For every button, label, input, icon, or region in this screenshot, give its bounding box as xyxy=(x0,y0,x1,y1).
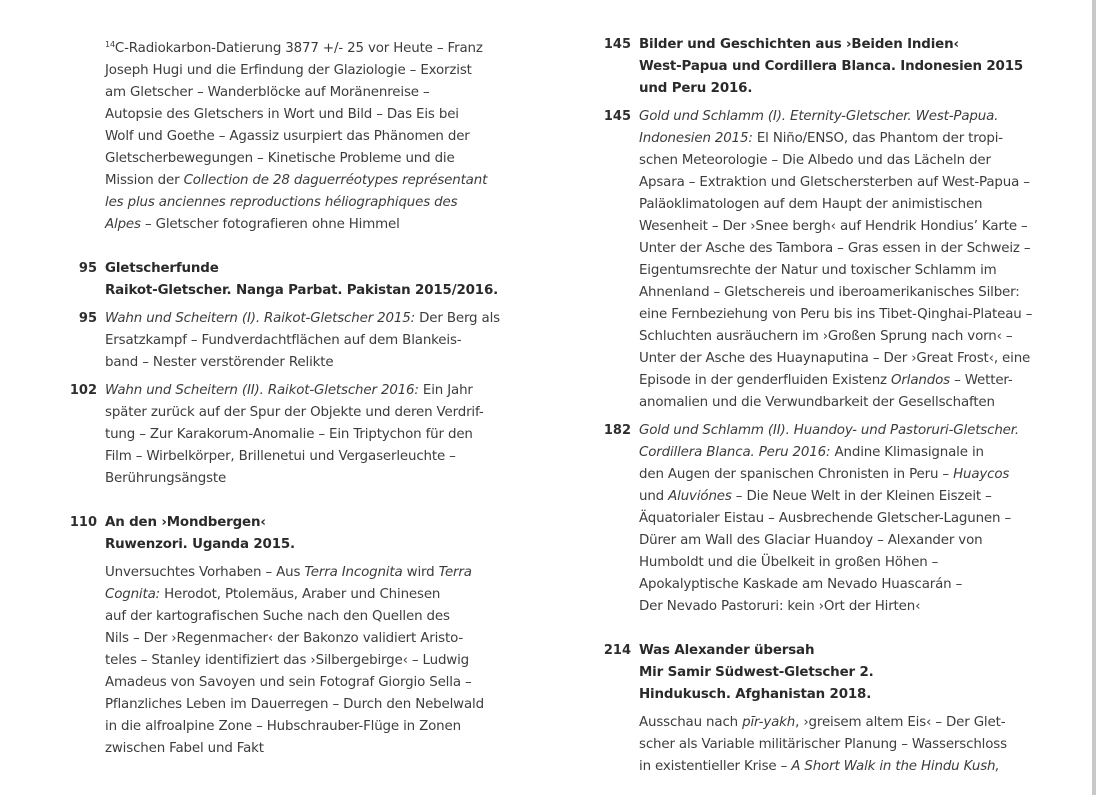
text-run: Gletscherbewegungen – Kinetische Probleme und die xyxy=(105,151,455,166)
page-number: 95 xyxy=(78,261,97,276)
text-run: tung – Zur Karakorum-Anomalie – Ein Triptychon für den xyxy=(105,427,473,442)
page-number: 145 xyxy=(603,37,631,52)
text-run: Berührungsängste xyxy=(105,471,227,486)
text-run: Amadeus von Savoyen und sein Fotograf Giorgio Sella – xyxy=(105,675,472,690)
text-run: Dürer am Wall des Glaciar Huandoy – Alexander von xyxy=(639,533,983,548)
toc-intro-continuation xyxy=(64,34,488,236)
toc-chapter-heading[interactable] xyxy=(64,258,499,302)
text-run: Wolf und Goethe – Agassiz usurpiert das Phänomen der xyxy=(105,129,470,144)
text-line xyxy=(105,308,500,330)
text-line xyxy=(105,170,487,192)
title-line: Ruwenzori. Uganda 2015. xyxy=(105,537,295,552)
italic-run: Gold und Schlamm (I). Eternity-Gletscher. West-Papua. xyxy=(639,109,999,124)
title-line: West-Papua und Cordillera Blanca. Indonesien 2015 xyxy=(639,59,1024,74)
text-run: Eigentumsrechte der Natur und toxischer Schlamm im xyxy=(639,263,997,278)
section-text xyxy=(639,712,1008,778)
toc-chapter-summary xyxy=(598,712,1008,778)
text-line xyxy=(639,734,1008,756)
toc-chapter-heading[interactable] xyxy=(598,640,1008,706)
italic-run: Wahn und Scheitern (II). Raikot-Gletscher 2016: xyxy=(105,383,419,398)
text-run: C-Radiokarbon-Datierung 3877 +/- 25 vor Heute – Franz xyxy=(114,41,483,56)
text-line xyxy=(639,552,1019,574)
text-run: El Niño/ENSO, das Phantom der tropi- xyxy=(752,131,1003,146)
text-run: zwischen Fabel und Fakt xyxy=(105,741,264,756)
text-line xyxy=(105,672,484,694)
text-run: auf der kartografischen Suche nach den Quellen des xyxy=(105,609,450,624)
text-run: Episode in der genderfluiden Existenz xyxy=(639,373,892,388)
text-line xyxy=(105,214,487,236)
text-line xyxy=(639,574,1019,596)
title-line: Hindukusch. Afghanistan 2018. xyxy=(639,687,872,702)
title-line: Mir Samir Südwest-Gletscher 2. xyxy=(639,665,874,680)
text-line xyxy=(639,128,1032,150)
title-line: Bilder und Geschichten aus ›Beiden Indien‹ xyxy=(639,37,959,52)
text-line xyxy=(105,192,487,214)
chapter-title xyxy=(105,258,498,302)
text-run: Ersatzkampf – Fundverdachtflächen auf dem Blankeis- xyxy=(105,333,462,348)
toc-section[interactable] xyxy=(64,380,484,490)
text-run: Schluchten ausräuchern im ›Großen Sprung nach vorn‹ – xyxy=(639,329,1013,344)
text-run: Ein Jahr xyxy=(418,383,473,398)
text-line xyxy=(105,126,487,148)
italic-run: Terra xyxy=(438,565,472,580)
text-run: anomalien und die Verwundbarkeit der Gesellschaften xyxy=(639,395,995,410)
italic-run: les plus anciennes reproductions héliographiques des xyxy=(105,195,458,210)
text-run: in existentieller Krise – xyxy=(639,759,792,774)
text-run: Herodot, Ptolemäus, Araber und Chinesen xyxy=(160,587,441,602)
text-line xyxy=(639,238,1032,260)
page-number: 102 xyxy=(69,383,97,398)
italic-run: Indonesien 2015: xyxy=(639,131,753,146)
text-line xyxy=(105,104,487,126)
text-line xyxy=(105,694,484,716)
title-line: und Peru 2016. xyxy=(639,81,753,96)
text-run: Mission der xyxy=(105,173,184,188)
section-text xyxy=(105,308,500,374)
text-run: Nils – Der ›Regenmacher‹ der Bakonzo validiert Aristo- xyxy=(105,631,464,646)
italic-run: Cordillera Blanca. Peru 2016: xyxy=(639,445,831,460)
page-edge xyxy=(1092,0,1096,795)
section-text xyxy=(105,380,484,490)
text-line xyxy=(105,446,484,468)
text-line xyxy=(105,562,484,584)
text-run: – Gletscher fotografieren ohne Himmel xyxy=(140,217,400,232)
text-run: Wesenheit – Der ›Snee bergh‹ auf Hendrik Hondius’ Karte – xyxy=(639,219,1028,234)
text-run: und xyxy=(639,489,669,504)
title-line: Raikot-Gletscher. Nanga Parbat. Pakistan 2015/2016. xyxy=(105,283,499,298)
section-text xyxy=(639,420,1019,618)
italic-run: Huaycos xyxy=(953,467,1010,482)
text-run: Unter der Asche des Huaynaputina – Der ›Great Frost‹, eine xyxy=(639,351,1031,366)
text-line xyxy=(639,260,1032,282)
text-line xyxy=(105,606,484,628)
toc-section[interactable] xyxy=(598,106,1033,414)
text-run: Paläoklimatologen auf dem Haupt der animistischen xyxy=(639,197,983,212)
text-line xyxy=(639,392,1032,414)
text-line xyxy=(105,34,487,60)
text-run: Pflanzliches Leben im Dauerregen – Durch den Nebelwald xyxy=(105,697,484,712)
text-run: später zurück auf der Spur der Objekte und deren Verdrif- xyxy=(105,405,484,420)
text-run: eine Fernbeziehung von Peru bis ins Tibet-Qinghai-Plateau – xyxy=(639,307,1033,322)
text-line xyxy=(105,380,484,402)
page-number: 182 xyxy=(603,423,631,438)
text-run: , ›greisem altem Eis‹ – Der Glet- xyxy=(795,715,1006,730)
text-run: am Gletscher – Wanderblöcke auf Moränenreise – xyxy=(105,85,430,100)
text-line xyxy=(639,596,1019,618)
italic-run: Alpes xyxy=(105,217,141,232)
text-line xyxy=(105,716,484,738)
text-line xyxy=(639,712,1008,734)
toc-chapter-heading[interactable] xyxy=(64,512,474,556)
italic-run: Cognita: xyxy=(105,587,161,602)
chapter-title xyxy=(639,640,1008,706)
text-line xyxy=(105,628,484,650)
text-run: Ausschau nach xyxy=(639,715,743,730)
text-line xyxy=(639,442,1019,464)
italic-run: Collection de 28 daguerréotypes représentant xyxy=(183,173,488,188)
text-run: in die alfroalpine Zone – Hubschrauber-Flüge in Zonen xyxy=(105,719,461,734)
title-line: An den ›Mondbergen‹ xyxy=(105,515,266,530)
text-line xyxy=(639,282,1032,304)
toc-chapter-heading[interactable] xyxy=(598,34,1024,100)
text-line xyxy=(639,172,1032,194)
text-line xyxy=(105,402,484,424)
page-number: 145 xyxy=(603,109,631,124)
title-line: Was Alexander übersah xyxy=(639,643,815,658)
text-run: – Die Neue Welt in der Kleinen Eiszeit – xyxy=(731,489,992,504)
superscript: 14 xyxy=(105,40,115,49)
italic-run: pīr-yakh xyxy=(742,715,796,730)
text-line xyxy=(105,148,487,170)
text-run: teles – Stanley identifiziert das ›Silbergebirge‹ – Ludwig xyxy=(105,653,470,668)
text-run: Äquatorialer Eistau – Ausbrechende Gletscher-Lagunen – xyxy=(639,511,1012,526)
text-run: Andine Klimasignale in xyxy=(830,445,984,460)
text-run: Joseph Hugi und die Erfindung der Glaziologie – Exorzist xyxy=(105,63,472,78)
text-run: scher als Variable militärischer Planung – Wasserschloss xyxy=(639,737,1007,752)
toc-right-column xyxy=(598,34,1033,778)
text-run: – Wetter- xyxy=(949,373,1013,388)
page-number: 95 xyxy=(78,311,97,326)
toc-chapter-summary xyxy=(64,562,484,760)
italic-run: Aluviónes xyxy=(668,489,732,504)
text-line xyxy=(639,106,1032,128)
text-line xyxy=(639,348,1032,370)
text-line xyxy=(105,330,500,352)
italic-run: Wahn und Scheitern (I). Raikot-Gletscher 2015: xyxy=(105,311,415,326)
page-number: 214 xyxy=(603,643,631,658)
text-line xyxy=(105,352,500,374)
text-run: wird xyxy=(402,565,439,580)
text-run: Apokalyptische Kaskade am Nevado Huascarán – xyxy=(639,577,963,592)
section-text xyxy=(105,562,484,760)
toc-section[interactable] xyxy=(64,308,500,374)
italic-run: Gold und Schlamm (II). Huandoy- und Pastoruri-Gletscher. xyxy=(639,423,1019,438)
text-run: Unter der Asche des Tambora – Gras essen in der Schweiz – xyxy=(639,241,1031,256)
text-line xyxy=(639,216,1032,238)
toc-left-column xyxy=(64,34,500,760)
italic-run: A Short Walk in the Hindu Kush, xyxy=(791,759,1000,774)
text-line xyxy=(105,468,484,490)
text-run: Unversuchtes Vorhaben – Aus xyxy=(105,565,305,580)
text-line xyxy=(105,82,487,104)
text-line xyxy=(639,756,1008,778)
text-line xyxy=(105,650,484,672)
text-line xyxy=(639,370,1032,392)
text-run: Apsara – Extraktion und Gletschersterben auf West-Papua – xyxy=(639,175,1030,190)
chapter-title xyxy=(639,34,1023,100)
text-run: Film – Wirbelkörper, Brillenetui und Vergaserleuchte – xyxy=(105,449,456,464)
text-line xyxy=(105,60,487,82)
italic-run: Orlandos xyxy=(891,373,950,388)
section-text xyxy=(639,106,1032,414)
text-line xyxy=(639,304,1032,326)
text-line xyxy=(105,584,484,606)
text-line xyxy=(639,194,1032,216)
toc-section[interactable] xyxy=(598,420,1019,618)
text-run: schen Meteorologie – Die Albedo und das Lächeln der xyxy=(639,153,991,168)
italic-run: Terra Incognita xyxy=(304,565,403,580)
text-line xyxy=(639,508,1019,530)
text-run: den Augen der spanischen Chronisten in Peru – xyxy=(639,467,954,482)
text-line xyxy=(639,326,1032,348)
text-line xyxy=(105,424,484,446)
text-run: Der Nevado Pastoruri: kein ›Ort der Hirten‹ xyxy=(639,599,921,614)
entry-text xyxy=(105,34,487,236)
text-line xyxy=(639,464,1019,486)
text-line xyxy=(105,738,484,760)
text-run: Humboldt und die Übelkeit in großen Höhen – xyxy=(639,555,939,570)
text-run: Autopsie des Gletschers in Wort und Bild – Das Eis bei xyxy=(105,107,459,122)
text-run: band – Nester verstörender Relikte xyxy=(105,355,334,370)
text-line xyxy=(639,530,1019,552)
text-line xyxy=(639,486,1019,508)
text-line xyxy=(639,150,1032,172)
chapter-title xyxy=(105,512,474,556)
text-line xyxy=(639,420,1019,442)
text-run: Der Berg als xyxy=(415,311,500,326)
text-run: Ahnenland – Gletschereis und iberoamerikanisches Silber: xyxy=(639,285,1020,300)
title-line: Gletscherfunde xyxy=(105,261,219,276)
page-number: 110 xyxy=(69,515,97,530)
